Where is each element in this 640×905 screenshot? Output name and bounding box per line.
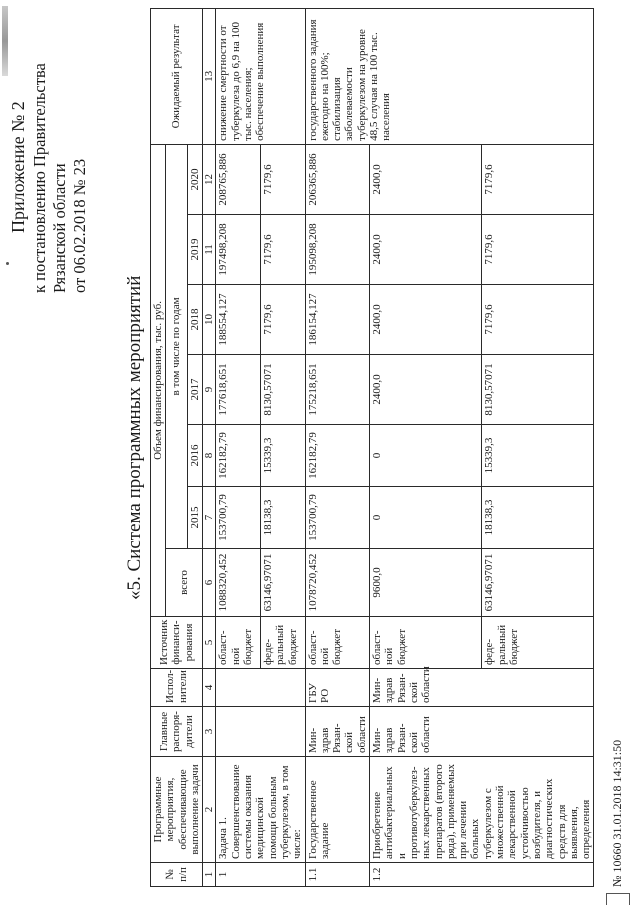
row-measure: Государственное задание xyxy=(305,757,369,863)
row-2020: 7179,6 xyxy=(482,144,594,214)
row-2016: 0 xyxy=(370,425,482,487)
row-manager xyxy=(216,707,305,757)
row-source: област- ной бюджет xyxy=(305,617,369,669)
table-row xyxy=(305,8,369,886)
row-result: государственного задания ежегодно на 100%; стабилизация заболеваемости туберкулезом на уровне 48,5 случая на 100 тыс. населения xyxy=(305,8,594,144)
header-expected-result: Ожидаемый результат xyxy=(151,8,203,144)
appendix-ref-line: к постановлению Правительства xyxy=(30,63,49,293)
column-number: 6 xyxy=(203,549,216,617)
column-number: 2 xyxy=(203,757,216,863)
row-2020: 2400,0 xyxy=(370,144,482,214)
registration-line: № 10660 31.01.2018 14:31:50 xyxy=(610,739,624,887)
row-2019: 7179,6 xyxy=(482,215,594,285)
row-measure xyxy=(216,757,305,863)
task-label: Задача 1. xyxy=(217,817,230,859)
row-2015: 18138,3 xyxy=(482,487,594,549)
row-2019: 7179,6 xyxy=(261,215,306,285)
header-year: 2019 xyxy=(187,215,202,285)
section-title: «5. Система программных мероприятий xyxy=(124,275,145,600)
row-total: 63146,97071 xyxy=(261,549,306,617)
header-year: 2018 xyxy=(187,285,202,355)
header-funding: Объем финансирования, тыс. руб. xyxy=(151,144,166,616)
column-number: 5 xyxy=(203,617,216,669)
row-manager: Мин- здрав Рязан- ской области xyxy=(370,707,594,757)
column-number: 13 xyxy=(203,8,216,144)
column-number: 3 xyxy=(203,707,216,757)
row-total: 63146,97071 xyxy=(482,549,594,617)
appendix-header xyxy=(8,13,90,293)
column-number: 1 xyxy=(203,863,216,887)
header-year: 2020 xyxy=(187,144,202,214)
row-total: 9600,0 xyxy=(370,549,482,617)
header-measures: Программные мероприятия, обеспечивающие выполнение задачи xyxy=(151,757,203,863)
appendix-number: Приложение № 2 xyxy=(8,101,28,233)
row-2016: 162182,79 xyxy=(216,425,261,487)
column-number-row xyxy=(203,8,216,886)
table-row xyxy=(216,8,261,886)
column-number: 8 xyxy=(203,425,216,487)
row-2019: 197498,208 xyxy=(216,215,261,285)
row-2020: 208765,886 xyxy=(216,144,261,214)
column-number: 4 xyxy=(203,669,216,707)
row-2019: 195098,208 xyxy=(305,215,369,285)
row-2020: 206365,886 xyxy=(305,144,369,214)
header-managers: Главные распоря- дители xyxy=(151,707,203,757)
row-2019: 2400,0 xyxy=(370,215,482,285)
row-executor: Мин- здрав Рязан- ской области xyxy=(370,669,594,707)
row-source: област- ной бюджет xyxy=(370,617,482,669)
row-2017: 175218,651 xyxy=(305,355,369,425)
row-source: феде- ральный бюджет xyxy=(261,617,306,669)
row-total: 1088320,452 xyxy=(216,549,261,617)
row-2015: 153700,79 xyxy=(305,487,369,549)
row-2015: 0 xyxy=(370,487,482,549)
row-2017: 8130,57071 xyxy=(261,355,306,425)
row-manager: Мин- здрав Рязан- ской области xyxy=(305,707,369,757)
header-by-years: в том числе по годам xyxy=(166,144,188,548)
row-2017: 2400,0 xyxy=(370,355,482,425)
row-total: 1078720,452 xyxy=(305,549,369,617)
row-2015: 18138,3 xyxy=(261,487,306,549)
header-year: 2017 xyxy=(187,355,202,425)
header-executors: Испол- нители xyxy=(151,669,203,707)
column-number: 10 xyxy=(203,285,216,355)
row-num: 1.2 xyxy=(370,863,594,887)
row-2018: 188554,127 xyxy=(216,285,261,355)
row-result: снижение смертности от туберкулеза до 6,9 на 100 тыс. населения; обеспечение выполнения xyxy=(216,8,305,144)
program-measures-table xyxy=(150,8,594,887)
row-measure: Приобретение антибактериальных и противотуберкулез- ных лекарственных препаратов (второго ряда), применяемых при лечении больных туберкулезом с множественной лекарственной устойчивостью возбудителя, и диагностических средств для выявления, определения xyxy=(370,757,594,863)
row-2018: 7179,6 xyxy=(261,285,306,355)
row-2016: 162182,79 xyxy=(305,425,369,487)
row-2015: 153700,79 xyxy=(216,487,261,549)
header-num: № п/п xyxy=(151,863,203,887)
column-number: 9 xyxy=(203,355,216,425)
row-2020: 7179,6 xyxy=(261,144,306,214)
row-2018: 2400,0 xyxy=(370,285,482,355)
row-2016: 15339,3 xyxy=(261,425,306,487)
stamp-image xyxy=(606,893,630,905)
header-year: 2016 xyxy=(187,425,202,487)
column-number: 12 xyxy=(203,144,216,214)
row-num: 1.1 xyxy=(305,863,369,887)
column-number: 7 xyxy=(203,487,216,549)
row-measure-text: Совершенствование системы оказания медицинской помощи больным туберкулезом, в том числе: xyxy=(229,764,304,859)
row-executor: ГБУ РО xyxy=(305,669,369,707)
column-number: 11 xyxy=(203,215,216,285)
row-2017: 8130,57071 xyxy=(482,355,594,425)
row-2016: 15339,3 xyxy=(482,425,594,487)
row-num: 1 xyxy=(216,863,305,887)
row-2017: 177618,651 xyxy=(216,355,261,425)
header-source: Источник финанси- рования xyxy=(151,617,203,669)
header-year: 2015 xyxy=(187,487,202,549)
appendix-date-line: от 06.02.2018 № 23 xyxy=(70,158,89,293)
row-source: феде- ральный бюджет xyxy=(482,617,594,669)
appendix-region-line: Рязанской области xyxy=(50,163,69,293)
row-2018: 7179,6 xyxy=(482,285,594,355)
row-2018: 186154,127 xyxy=(305,285,369,355)
row-executor xyxy=(216,669,305,707)
header-total: всего xyxy=(166,549,203,617)
row-source: област- ной бюджет xyxy=(216,617,261,669)
